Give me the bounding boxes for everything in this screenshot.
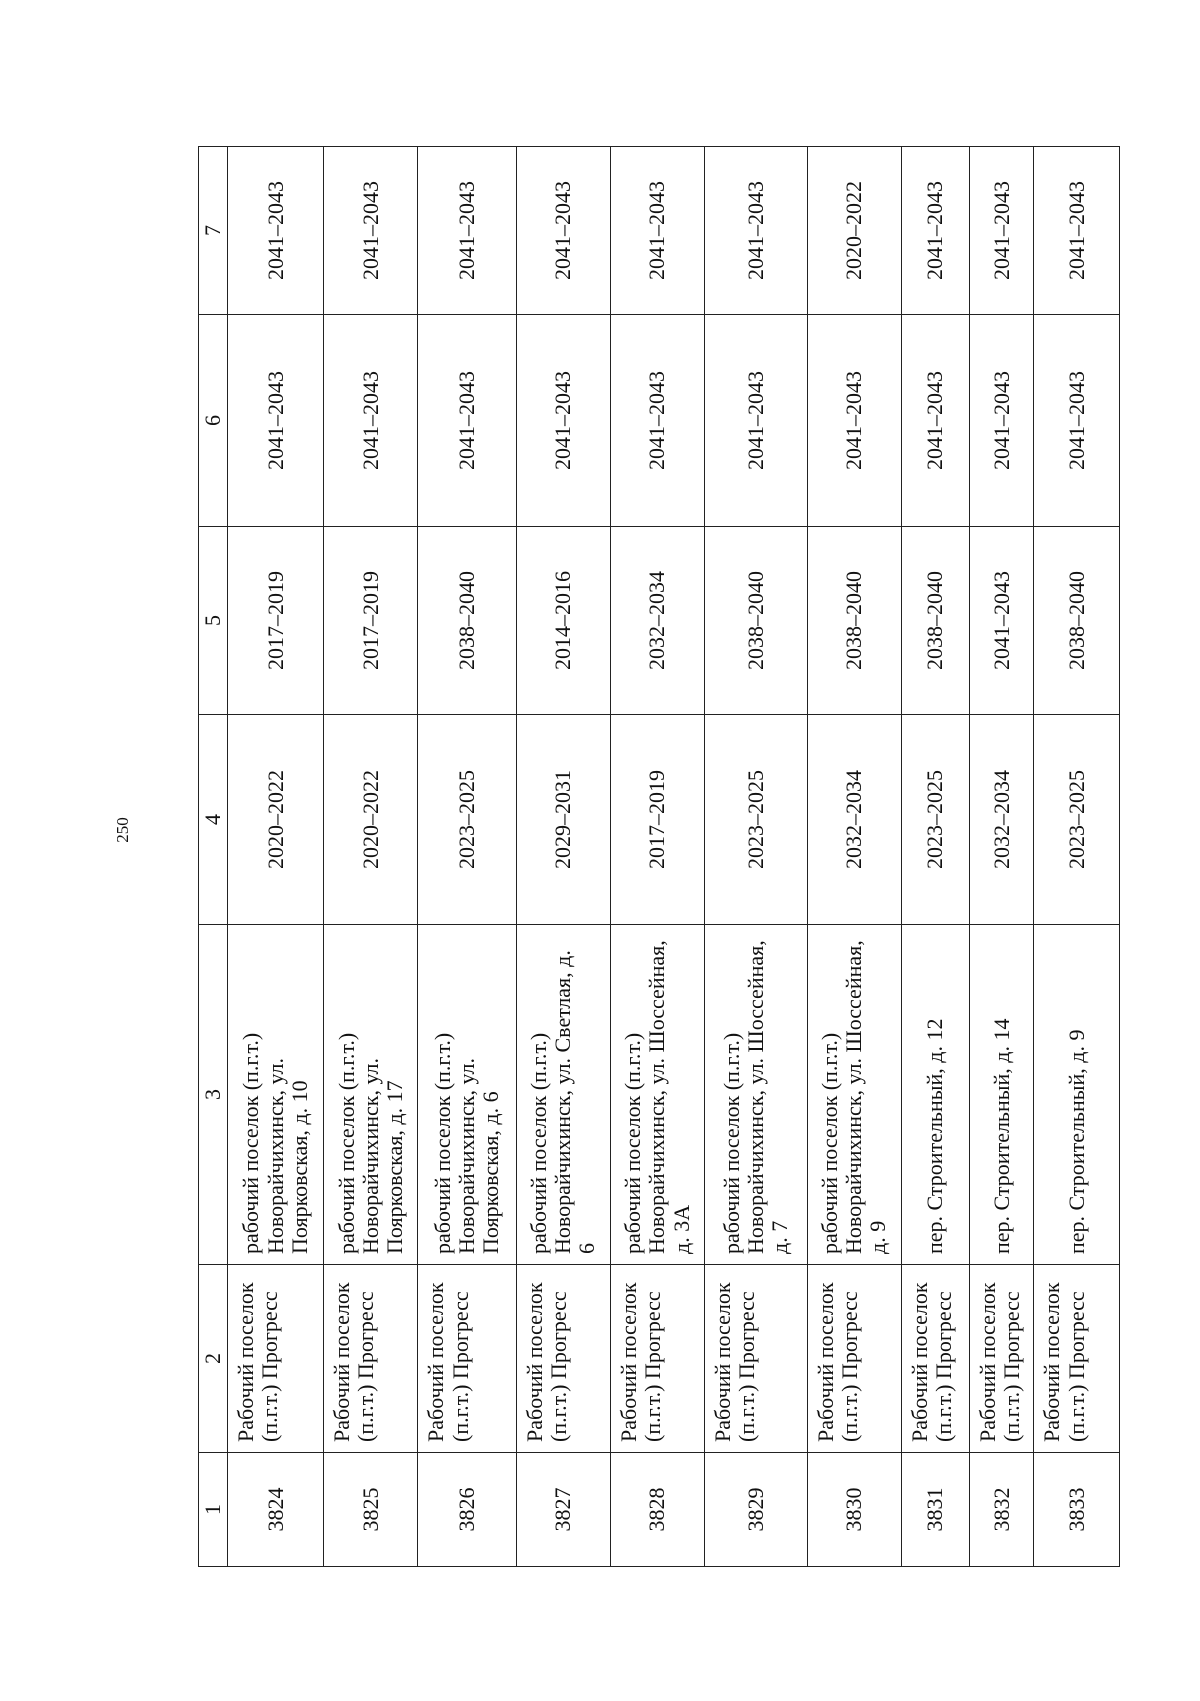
row-col7: 2041–2043 [901,147,969,315]
header-cell-7: 7 [199,147,228,315]
row-id: 3826 [418,1453,516,1567]
row-col7: 2041–2043 [1034,147,1120,315]
table-row [807,147,901,1567]
row-col6: 2041–2043 [807,315,901,527]
row-col4: 2032–2034 [970,715,1034,925]
row-address: рабочий поселок (п.г.т.) Новорайчихинск, ул. Светлая, д. 6 [516,925,610,1265]
row-id: 3830 [807,1453,901,1567]
row-address: рабочий поселок (п.г.т.) Новорайчихинск, ул. Поярковская, д. 17 [324,925,418,1265]
schedule-table [198,146,1120,1567]
row-col4: 2023–2025 [704,715,807,925]
header-cell-2: 2 [199,1265,228,1453]
row-locality: Рабочий поселок (п.г.т.) Прогресс [970,1265,1034,1453]
row-col5: 2038–2040 [1034,527,1120,715]
row-col6: 2041–2043 [1034,315,1120,527]
row-col7: 2041–2043 [324,147,418,315]
table-row [970,147,1034,1567]
row-id: 3831 [901,1453,969,1567]
header-cell-1: 1 [199,1453,228,1567]
row-col4: 2023–2025 [1034,715,1120,925]
table-row [228,147,324,1567]
table-row [418,147,516,1567]
row-locality: Рабочий поселок (п.г.т.) Прогресс [324,1265,418,1453]
row-id: 3824 [228,1453,324,1567]
row-col6: 2041–2043 [418,315,516,527]
header-cell-6: 6 [199,315,228,527]
row-col5: 2041–2043 [970,527,1034,715]
header-cell-5: 5 [199,527,228,715]
row-col7: 2041–2043 [418,147,516,315]
row-col6: 2041–2043 [970,315,1034,527]
row-col7: 2041–2043 [228,147,324,315]
row-address: пер. Строительный, д. 14 [970,925,1034,1265]
row-col5: 2017–2019 [228,527,324,715]
table-row [901,147,969,1567]
header-cell-4: 4 [199,715,228,925]
header-cell-3: 3 [199,925,228,1265]
row-col4: 2023–2025 [418,715,516,925]
row-col7: 2041–2043 [970,147,1034,315]
row-locality: Рабочий поселок (п.г.т.) Прогресс [1034,1265,1120,1453]
table-container [198,147,1120,1567]
table-row [610,147,704,1567]
row-id: 3828 [610,1453,704,1567]
row-address: рабочий поселок (п.г.т.) Новорайчихинск, ул. Шоссейная, д. 3А [610,925,704,1265]
row-col7: 2041–2043 [516,147,610,315]
row-address: рабочий поселок (п.г.т.) Новорайчихинск, ул. Шоссейная, д. 7 [704,925,807,1265]
row-id: 3825 [324,1453,418,1567]
row-col4: 2032–2034 [807,715,901,925]
table-row [516,147,610,1567]
row-col7: 2041–2043 [704,147,807,315]
row-col5: 2032–2034 [610,527,704,715]
row-locality: Рабочий поселок (п.г.т.) Прогресс [516,1265,610,1453]
row-col5: 2017–2019 [324,527,418,715]
row-locality: Рабочий поселок (п.г.т.) Прогресс [901,1265,969,1453]
row-col6: 2041–2043 [228,315,324,527]
row-locality: Рабочий поселок (п.г.т.) Прогресс [704,1265,807,1453]
row-locality: Рабочий поселок (п.г.т.) Прогресс [418,1265,516,1453]
row-col6: 2041–2043 [901,315,969,527]
row-col4: 2029–2031 [516,715,610,925]
row-address: рабочий поселок (п.г.т.) Новорайчихинск, ул. Поярковская, д. 6 [418,925,516,1265]
row-address: рабочий поселок (п.г.т.) Новорайчихинск, ул. Шоссейная, д. 9 [807,925,901,1265]
row-col7: 2041–2043 [610,147,704,315]
row-col5: 2014–2016 [516,527,610,715]
header-row [199,147,228,1567]
row-address: пер. Строительный, д. 12 [901,925,969,1265]
table-row [1034,147,1120,1567]
row-col5: 2038–2040 [418,527,516,715]
table-row [324,147,418,1567]
row-col7: 2020–2022 [807,147,901,315]
row-locality: Рабочий поселок (п.г.т.) Прогресс [228,1265,324,1453]
row-locality: Рабочий поселок (п.г.т.) Прогресс [610,1265,704,1453]
row-col4: 2017–2019 [610,715,704,925]
row-id: 3829 [704,1453,807,1567]
page-number: 250 [113,817,132,843]
row-col4: 2023–2025 [901,715,969,925]
row-locality: Рабочий поселок (п.г.т.) Прогресс [807,1265,901,1453]
row-col5: 2038–2040 [807,527,901,715]
row-col6: 2041–2043 [324,315,418,527]
row-col4: 2020–2022 [228,715,324,925]
row-col6: 2041–2043 [704,315,807,527]
row-id: 3833 [1034,1453,1120,1567]
row-col5: 2038–2040 [901,527,969,715]
row-address: рабочий поселок (п.г.т.) Новорайчихинск, ул. Поярковская, д. 10 [228,925,324,1265]
row-col6: 2041–2043 [516,315,610,527]
row-col5: 2038–2040 [704,527,807,715]
row-id: 3832 [970,1453,1034,1567]
row-id: 3827 [516,1453,610,1567]
row-col6: 2041–2043 [610,315,704,527]
table-row [704,147,807,1567]
row-address: пер. Строительный, д. 9 [1034,925,1120,1265]
row-col4: 2020–2022 [324,715,418,925]
